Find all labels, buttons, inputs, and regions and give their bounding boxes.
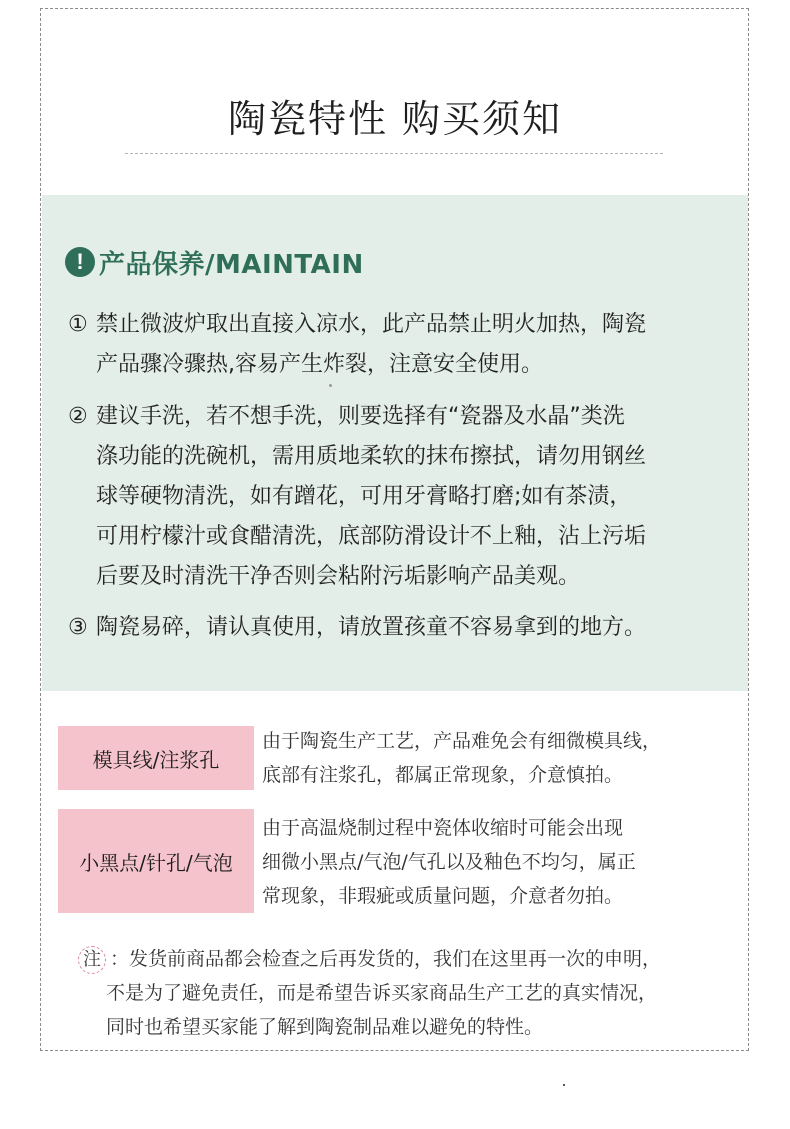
item-line: 可用柠檬汁或食醋清洗，底部防滑设计不上釉，沾上污垢: [96, 524, 647, 549]
notice-label-black-spots: 小黑点/针孔/气泡: [58, 809, 254, 913]
desc-line: 由于高温烧制过程中瓷体收缩时可能会出现: [262, 817, 624, 839]
item-line: 涤功能的洗碗机，需用质地柔软的抹布擦拭，请勿用钢丝: [96, 444, 647, 469]
care-title: 产品保养/MAINTAIN: [99, 249, 364, 280]
desc-line: 由于陶瓷生产工艺，产品难免会有细微模具线，: [262, 730, 662, 752]
desc-line: 细微小黑点/气泡/气孔以及釉色不均匀，属正: [262, 851, 636, 873]
notice-label-mold-line: 模具线/注浆孔: [58, 726, 254, 790]
care-item-1: [68, 305, 733, 385]
item-line: 后要及时清洗干净否则会粘附污垢影响产品美观。: [96, 564, 581, 589]
title-divider: [125, 153, 663, 154]
note-line: 不是为了避免责任，而是希望告诉买家商品生产工艺的真实情况，: [106, 982, 658, 1004]
page-title: 陶瓷特性 购买须知: [227, 97, 563, 141]
dot-mark: [329, 384, 332, 387]
item-line: 产品骤冷骤热,容易产生炸裂，注意安全使用。: [96, 352, 543, 377]
note-line: 同时也希望买家能了解到陶瓷制品难以避免的特性。: [106, 1016, 544, 1038]
item-line: 球等硬物清洗，如有蹭花，可用牙膏略打磨;如有茶渍，: [96, 484, 632, 509]
alert-icon: !: [65, 247, 95, 277]
dot-mark: [563, 1084, 565, 1086]
item-line: 建议手洗，若不想手洗，则要选择有“瓷器及水晶”类洗: [96, 404, 625, 429]
notice-desc-black-spots: [262, 811, 732, 913]
desc-line: 底部有注浆孔，都属正常现象，介意慎拍。: [262, 764, 624, 786]
care-heading: [65, 244, 364, 280]
care-item-2: [68, 397, 733, 597]
notice-desc-mold-line: [262, 724, 732, 792]
item-number: ③: [68, 615, 88, 640]
item-number: ①: [68, 312, 88, 337]
note-mark: 注: [78, 946, 106, 974]
care-item-3: [68, 608, 733, 648]
shipping-note: [78, 942, 753, 1044]
desc-line: 常现象，非瑕疵或质量问题，介意者勿拍。: [262, 885, 624, 907]
note-line: [78, 942, 753, 976]
item-line: 禁止微波炉取出直接入凉水，此产品禁止明火加热，陶瓷: [96, 312, 647, 337]
item-number: ②: [68, 404, 88, 429]
note-text: ：发货前商品都会检查之后再发货的，我们在这里再一次的申明，: [110, 948, 662, 970]
item-line: 陶瓷易碎，请认真使用，请放置孩童不容易拿到的地方。: [96, 615, 647, 640]
